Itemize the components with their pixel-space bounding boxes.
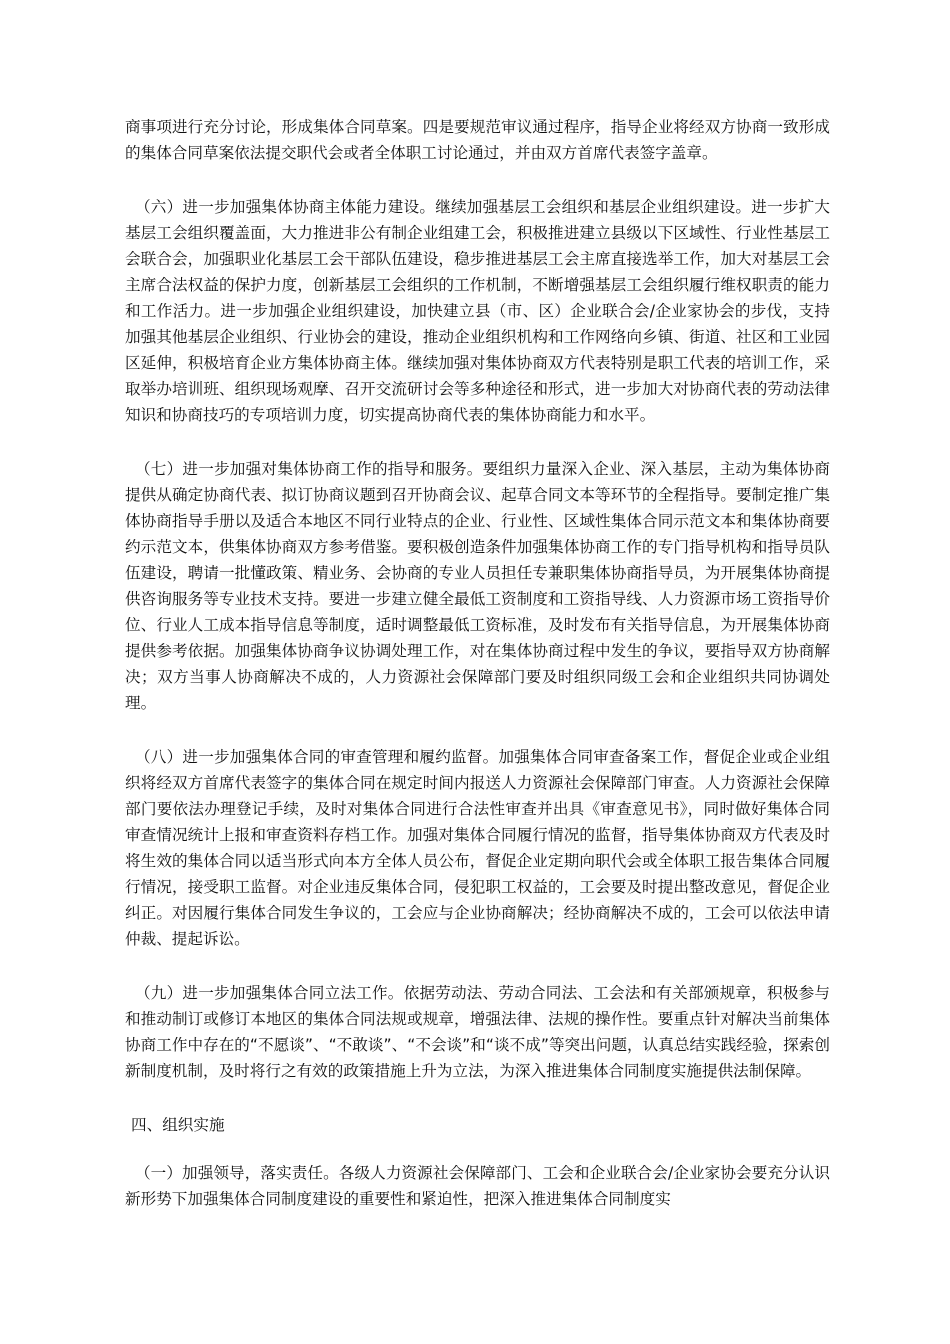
paragraph-section-9: （九）进一步加强集体合同立法工作。依据劳动法、劳动合同法、工会法和有关部颁规章，积极参与和推动制订或修订本地区的集体合同法规或规章，增强法律、法规的操作性。要重点针对解决当前集体协商工作中存在的“不愿谈”、“不敢谈”、“不会谈”和“谈不成”等突出问题，认真总结实践经验，探索创新制度机制，及时将行之有效的政策措施上升为立法，为深入推进集体合同制度实施提供法制保障。 — [125, 984, 830, 1080]
document-page — [125, 114, 830, 1240]
paragraph-section-8: （八）进一步加强集体合同的审查管理和履约监督。加强集体合同审查备案工作，督促企业或企业组织将经双方首席代表签字的集体合同在规定时间内报送人力资源社会保障部门审查。人力资源社会保障部门要依法办理登记手续，及时对集体合同进行合法性审查并出具《审查意见书》，同时做好集体合同审查情况统计上报和审查资料存档工作。加强对集体合同履行情况的监督，指导集体协商双方代表及时将生效的集体合同以适当形式向本方全体人员公布，督促企业定期向职代会或全体职工报告集体合同履行情况，接受职工监督。对企业违反集体合同，侵犯职工权益的，工会要及时提出整改意见，督促企业纠正。对因履行集体合同发生争议的，工会应与企业协商解决；经协商解决不成的，工会可以依法申请仲裁、提起诉讼。 — [125, 748, 830, 948]
paragraph-implementation-1: （一）加强领导，落实责任。各级人力资源社会保障部门、工会和企业联合会/企业家协会要充分认识新形势下加强集体合同制度建设的重要性和紧迫性，把深入推进集体合同制度实 — [125, 1164, 830, 1208]
paragraph-continuation: 商事项进行充分讨论，形成集体合同草案。四是要规范审议通过程序，指导企业将经双方协商一致形成的集体合同草案依法提交职代会或者全体职工讨论通过，并由双方首席代表签字盖章。 — [125, 118, 830, 162]
paragraph-section-6: （六）进一步加强集体协商主体能力建设。继续加强基层工会组织和基层企业组织建设。进一步扩大基层工会组织覆盖面，大力推进非公有制企业组建工会，积极推进建立县级以下区域性、行业性基层工会联合会，加强职业化基层工会干部队伍建设，稳步推进基层工会主席直接选举工作，加大对基层工会主席合法权益的保护力度，创新基层工会组织的工作机制，不断增强基层工会组织履行维权职责的能力和工作活力。进一步加强企业组织建设，加快建立县（市、区）企业联合会/企业家协会的步伐，支持加强其他基层企业组织、行业协会的建设，推动企业组织机构和工作网络向乡镇、街道、社区和工业园区延伸，积极培育企业方集体协商主体。继续加强对集体协商双方代表特别是职工代表的培训工作，采取举办培训班、组织现场观摩、召开交流研讨会等多种途径和形式，进一步加大对协商代表的劳动法律知识和协商技巧的专项培训力度，切实提高协商代表的集体协商能力和水平。 — [125, 198, 830, 424]
section-heading: 四、组织实施 — [131, 1116, 225, 1134]
paragraph-section-7: （七）进一步加强对集体协商工作的指导和服务。要组织力量深入企业、深入基层，主动为集体协商提供从确定协商代表、拟订协商议题到召开协商会议、起草合同文本等环节的全程指导。要制定推广集体协商指导手册以及适合本地区不同行业特点的企业、行业性、区域性集体合同示范文本和集体协商要约示范文本，供集体协商双方参考借鉴。要积极创造条件加强集体协商工作的专门指导机构和指导员队伍建设，聘请一批懂政策、精业务、会协商的专业人员担任专兼职集体协商指导员，为开展集体协商提供咨询服务等专业技术支持。要进一步建立健全最低工资制度和工资指导线、人力资源市场工资指导价位、行业人工成本指导信息等制度，适时调整最低工资标准，及时发布有关指导信息，为开展集体协商提供参考依据。加强集体协商争议协调处理工作，对在集体协商过程中发生的争议，要指导双方协商解决；双方当事人协商解决不成的，人力资源社会保障部门要及时组织同级工会和企业组织共同协调处理。 — [125, 460, 830, 712]
